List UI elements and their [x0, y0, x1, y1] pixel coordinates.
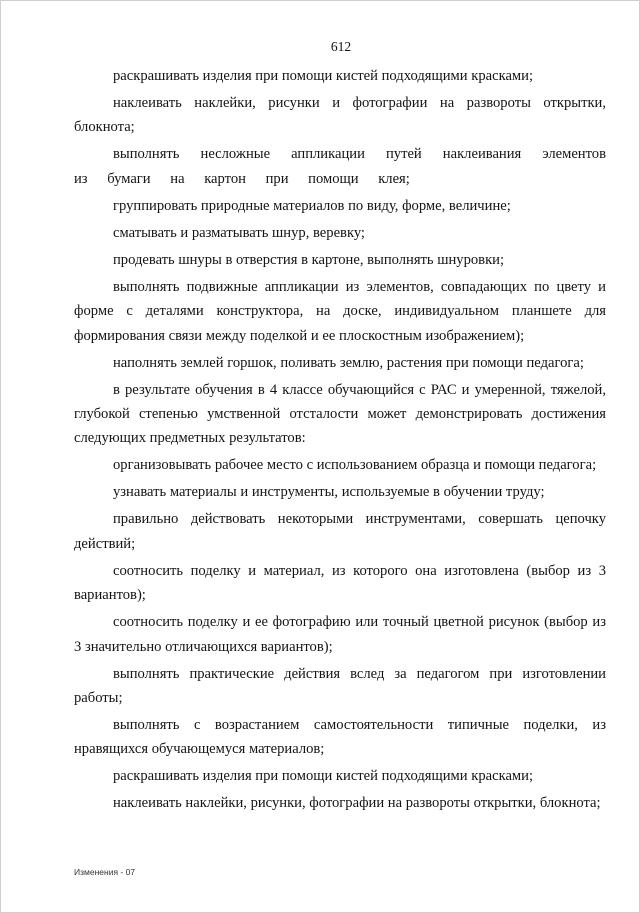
footer-revision-note: Изменения - 07	[74, 867, 136, 877]
paragraph: правильно действовать некоторыми инструментами, совершать цепочку действий;	[74, 511, 606, 552]
paragraph: выполнять с возрастанием самостоятельности типичные поделки, из нравящихся обучающемуся материалов;	[74, 717, 606, 758]
paragraph: наполнять землей горшок, поливать землю, растения при помощи педагога;	[113, 354, 584, 371]
page-number: 612	[330, 39, 352, 54]
paragraph: раскрашивать изделия при помощи кистей подходящими красками;	[113, 68, 534, 84]
paragraph: узнавать материалы и инструменты, используемые в обучении труду;	[113, 484, 545, 501]
paragraph: выполнять подвижные аппликации из элементов, совпадающих по цвету и форме с деталями конструктора, на доске, индивидуальном планшете для формирования связи между поделкой и ее плоскостным изображением);	[74, 278, 606, 344]
document-body	[74, 64, 606, 818]
paragraph: соотносить поделку и материал, из которого она изготовлена (выбор из 3 вариантов);	[74, 562, 606, 604]
paragraph: выполнять несложные аппликации путей наклеивания элементов из бумаги на картон при помощи клея;	[74, 146, 606, 187]
paragraph: наклеивать наклейки, рисунки и фотографии на развороты открытки, блокнота;	[74, 95, 606, 136]
paragraph: выполнять практические действия вслед за педагогом при изготовлении работы;	[74, 665, 606, 707]
paragraph: группировать природные материалов по виду, форме, величине;	[113, 197, 511, 214]
paragraph: раскрашивать изделия при помощи кистей подходящими красками;	[113, 768, 534, 785]
paragraph: соотносить поделку и ее фотографию или точный цветной рисунок (выбор из 3 значительно отличающихся вариантов);	[74, 614, 606, 655]
paragraph: наклеивать наклейки, рисунки, фотографии на развороты открытки, блокнота;	[113, 795, 601, 812]
paragraph: организовывать рабочее место с использованием образца и помощи педагога;	[113, 457, 597, 474]
paragraph: сматывать и разматывать шнур, веревку;	[113, 224, 365, 241]
paragraph: в результате обучения в 4 классе обучающийся с РАС и умеренной, тяжелой, глубокой степенью умственной отсталости может демонстрировать достижения следующих предметных результатов:	[74, 381, 606, 447]
paragraph: продевать шнуры в отверстия в картоне, выполнять шнуровки;	[113, 251, 505, 268]
